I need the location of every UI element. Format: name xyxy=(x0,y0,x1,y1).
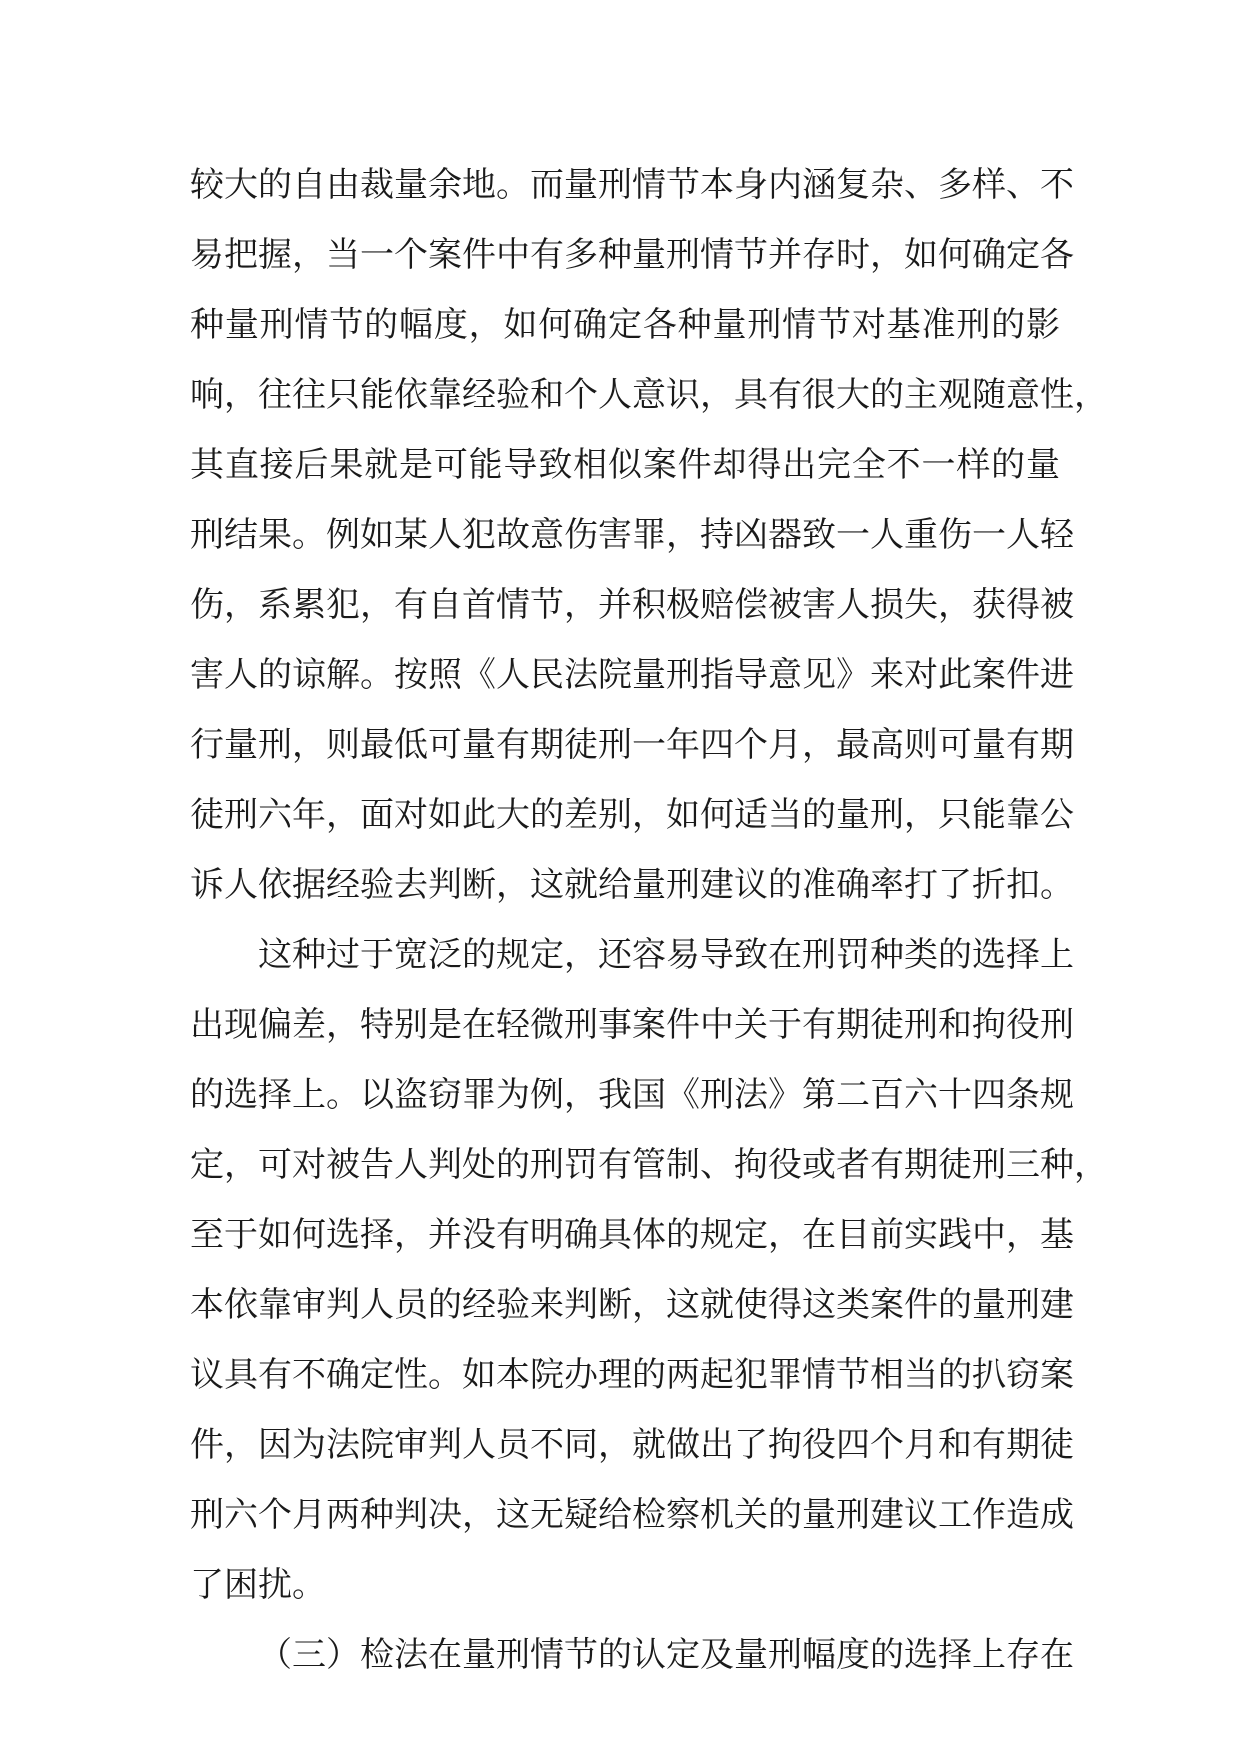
paragraph-2-line-7: 议具有不确定性。如本院办理的两起犯罪情节相当的扒窃案 xyxy=(190,1355,1074,1395)
paragraph-2-line-3: 的选择上。以盗窃罪为例，我国《刑法》第二百六十四条规 xyxy=(190,1075,1074,1115)
paragraph-2-line-9: 刑六个月两种判决，这无疑给检察机关的量刑建议工作造成 xyxy=(190,1495,1074,1535)
paragraph-2-line-10: 了困扰。 xyxy=(190,1565,326,1605)
paragraph-1-line-10: 徒刑六年，面对如此大的差别，如何适当的量刑，只能靠公 xyxy=(190,795,1074,835)
paragraph-1-line-8: 害人的谅解。按照《人民法院量刑指导意见》来对此案件进 xyxy=(190,655,1074,695)
paragraph-2-line-5: 至于如何选择，并没有明确具体的规定，在目前实践中，基 xyxy=(190,1215,1074,1255)
paragraph-1-line-5: 其直接后果就是可能导致相似案件却得出完全不一样的量 xyxy=(190,445,1060,485)
paragraph-1-line-7: 伤，系累犯，有自首情节，并积极赔偿被害人损失，获得被 xyxy=(190,585,1074,625)
paragraph-1-line-2: 易把握，当一个案件中有多种量刑情节并存时，如何确定各 xyxy=(190,235,1074,275)
section-heading-3: （三）检法在量刑情节的认定及量刑幅度的选择上存在 xyxy=(258,1635,1074,1675)
paragraph-1-line-3: 种量刑情节的幅度，如何确定各种量刑情节对基准刑的影 xyxy=(190,305,1060,345)
paragraph-1-line-4: 响，往往只能依靠经验和个人意识，具有很大的主观随意性， xyxy=(190,375,1108,415)
paragraph-2-line-1: 这种过于宽泛的规定，还容易导致在刑罚种类的选择上 xyxy=(258,935,1074,975)
paragraph-2-line-6: 本依靠审判人员的经验来判断，这就使得这类案件的量刑建 xyxy=(190,1285,1074,1325)
paragraph-1-line-6: 刑结果。例如某人犯故意伤害罪，持凶器致一人重伤一人轻 xyxy=(190,515,1074,555)
paragraph-1-line-11: 诉人依据经验去判断，这就给量刑建议的准确率打了折扣。 xyxy=(190,865,1074,905)
paragraph-2-line-4: 定，可对被告人判处的刑罚有管制、拘役或者有期徒刑三种， xyxy=(190,1145,1108,1185)
paragraph-1-line-9: 行量刑，则最低可量有期徒刑一年四个月，最高则可量有期 xyxy=(190,725,1074,765)
document-body xyxy=(190,150,1108,1690)
paragraph-2-line-8: 件，因为法院审判人员不同，就做出了拘役四个月和有期徒 xyxy=(190,1425,1074,1465)
paragraph-1-line-1: 较大的自由裁量余地。而量刑情节本身内涵复杂、多样、不 xyxy=(190,165,1074,205)
paragraph-2-line-2: 出现偏差，特别是在轻微刑事案件中关于有期徒刑和拘役刑 xyxy=(190,1005,1074,1045)
